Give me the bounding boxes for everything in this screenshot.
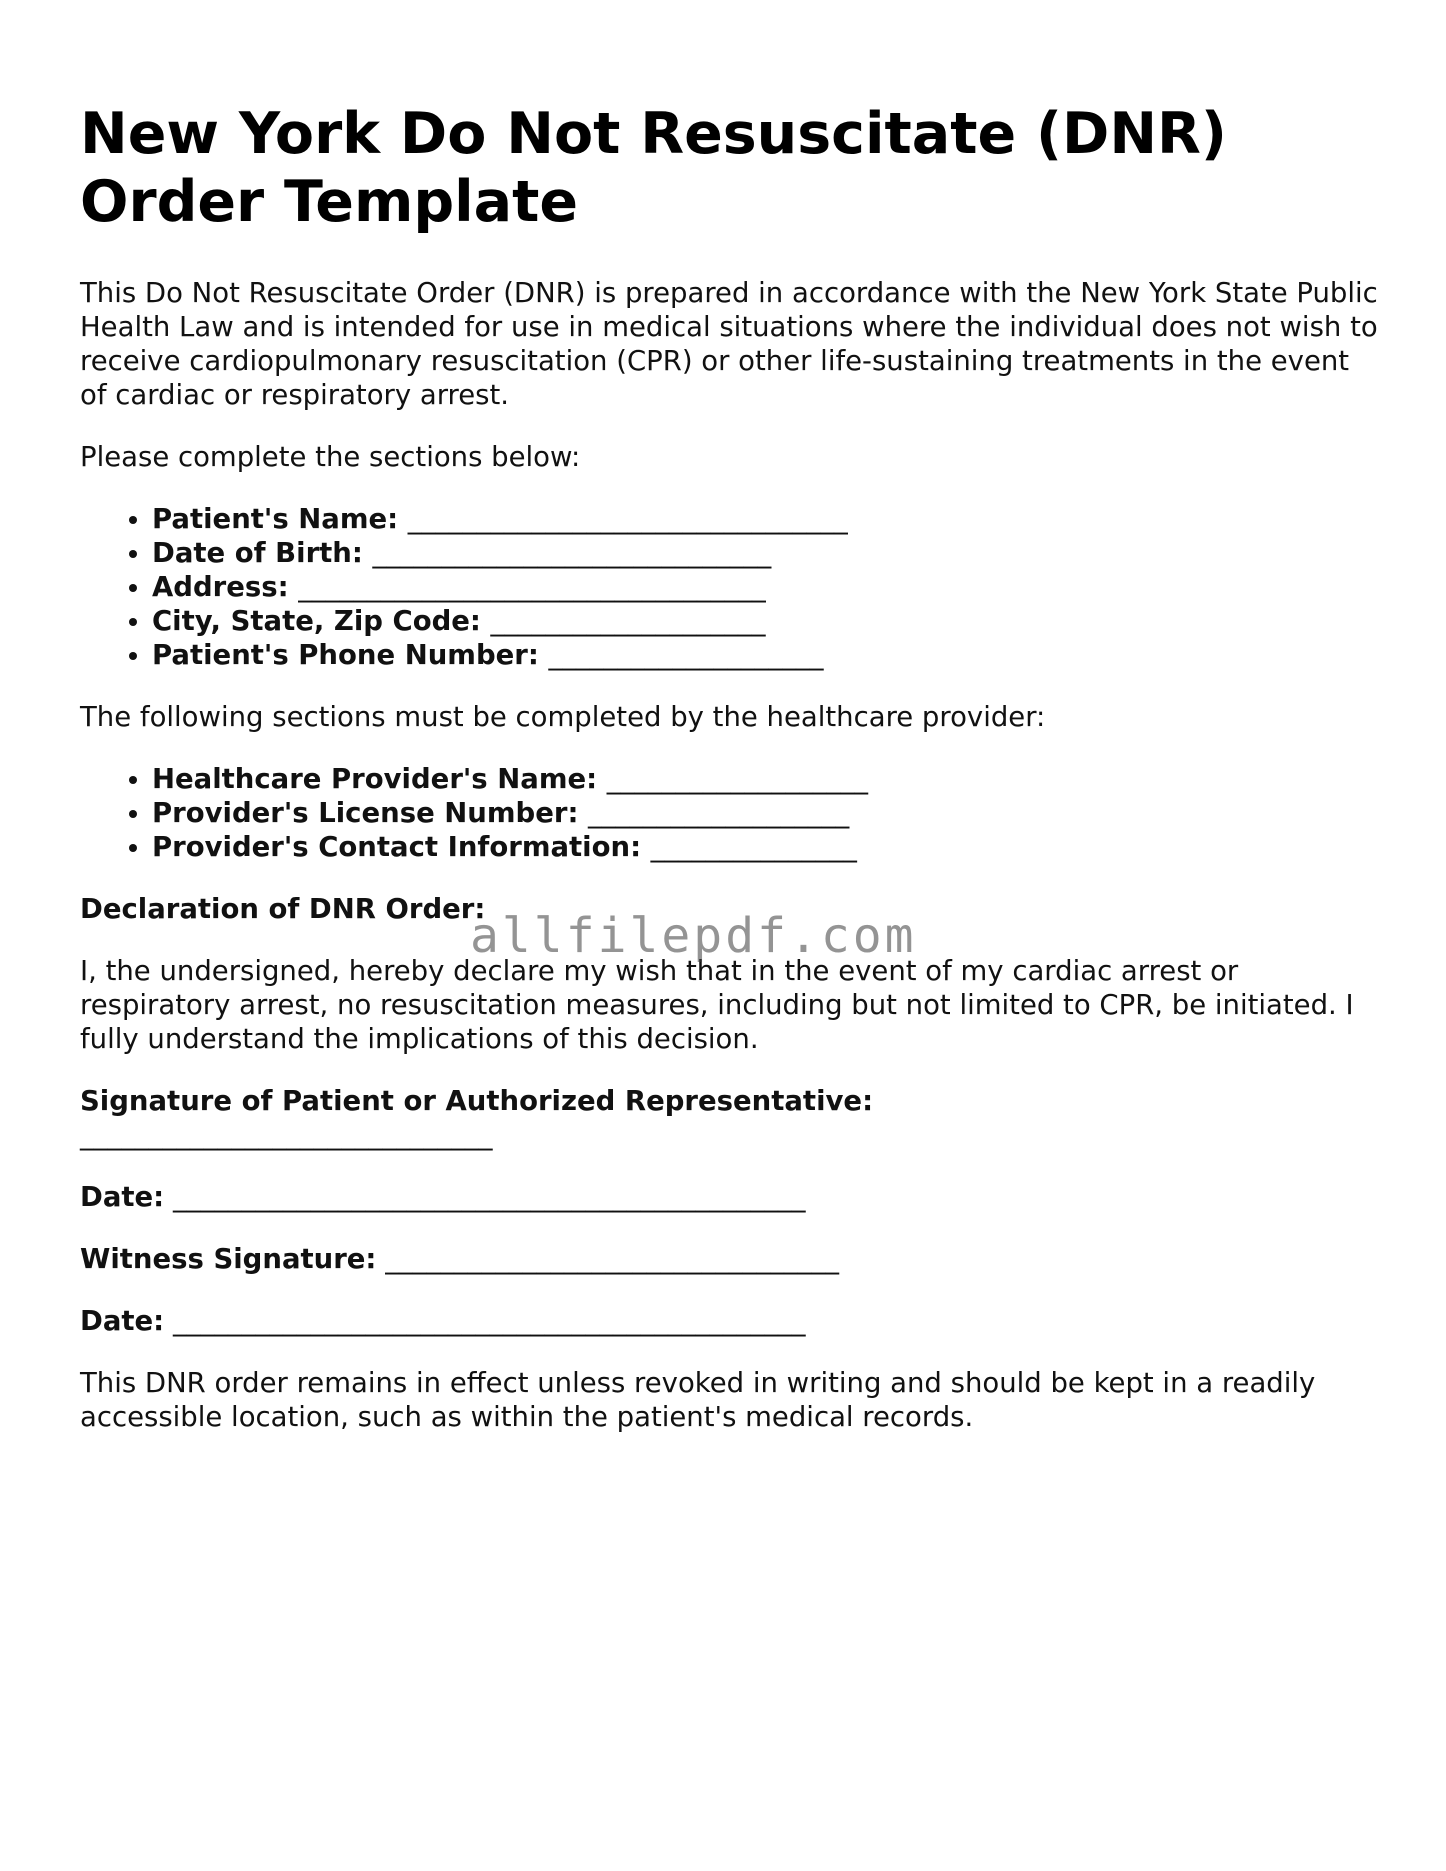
field-blank[interactable]: _____________________________ xyxy=(372,537,772,569)
witness-blank[interactable]: _________________________________ xyxy=(385,1243,839,1275)
signature-label: Signature of Patient or Authorized Representative: xyxy=(80,1085,874,1117)
field-label: Healthcare Provider's Name: xyxy=(152,763,598,795)
patient-name-field[interactable] xyxy=(152,502,1380,536)
provider-fields-list xyxy=(80,762,1380,864)
patient-phone-field[interactable] xyxy=(152,638,1380,672)
signature-blank[interactable]: ______________________________ xyxy=(80,1119,493,1151)
field-label: City, State, Zip Code: xyxy=(152,605,481,637)
date-label: Date: xyxy=(80,1305,165,1337)
field-blank[interactable]: ___________________ xyxy=(588,797,850,829)
watermark-text: allfilepdf.com xyxy=(470,908,917,964)
city-state-zip-field[interactable] xyxy=(152,604,1380,638)
witness-label: Witness Signature: xyxy=(80,1243,377,1275)
date-blank[interactable]: ______________________________________________ xyxy=(172,1305,806,1337)
date-blank[interactable]: ______________________________________________ xyxy=(172,1181,806,1213)
field-label: Provider's Contact Information: xyxy=(152,831,642,863)
field-blank[interactable]: ____________________ xyxy=(490,605,766,637)
document-page xyxy=(80,100,1380,1462)
field-label: Address: xyxy=(152,571,289,603)
date-field-2[interactable] xyxy=(80,1304,1380,1338)
address-field[interactable] xyxy=(152,570,1380,604)
field-label: Patient's Name: xyxy=(152,503,399,535)
intro-paragraph: This Do Not Resuscitate Order (DNR) is prepared in accordance with the New York State Public Health Law and is intended for use in medical situations where the individual does not wish to receive cardiopulmonary resuscitation (CPR) or other life-sustaining treatments in the event of cardiac or respiratory arrest. xyxy=(80,277,1378,411)
patient-fields-list xyxy=(80,502,1380,672)
closing-paragraph: This DNR order remains in effect unless revoked in writing and should be kept in a readily accessible location, such as within the patient's medical records. xyxy=(80,1367,1316,1433)
field-blank[interactable]: __________________________________ xyxy=(298,571,766,603)
provider-contact-field[interactable] xyxy=(152,830,1380,864)
field-blank[interactable]: _______________ xyxy=(650,831,857,863)
date-field-1[interactable] xyxy=(80,1180,1380,1214)
signature-field[interactable] xyxy=(80,1084,1380,1152)
declaration-heading: Declaration of DNR Order: xyxy=(80,893,486,925)
provider-prompt: The following sections must be completed by the healthcare provider: xyxy=(80,701,1046,733)
witness-signature-field[interactable] xyxy=(80,1242,1380,1276)
field-label: Patient's Phone Number: xyxy=(152,639,539,671)
page-title: New York Do Not Resuscitate (DNR) Order Template xyxy=(80,101,1227,235)
provider-license-field[interactable] xyxy=(152,796,1380,830)
declaration-text: I, the undersigned, hereby declare my wish that in the event of my cardiac arrest or respiratory arrest, no resuscitation measures, including but not limited to CPR, be initiated. I fully understand the implications of this decision. xyxy=(80,955,1354,1055)
field-label: Date of Birth: xyxy=(152,537,363,569)
date-of-birth-field[interactable] xyxy=(152,536,1380,570)
field-blank[interactable]: ___________________ xyxy=(606,763,868,795)
field-blank[interactable]: ________________________________ xyxy=(407,503,848,535)
patient-prompt: Please complete the sections below: xyxy=(80,441,581,473)
provider-name-field[interactable] xyxy=(152,762,1380,796)
date-label: Date: xyxy=(80,1181,165,1213)
field-label: Provider's License Number: xyxy=(152,797,579,829)
field-blank[interactable]: ____________________ xyxy=(548,639,824,671)
